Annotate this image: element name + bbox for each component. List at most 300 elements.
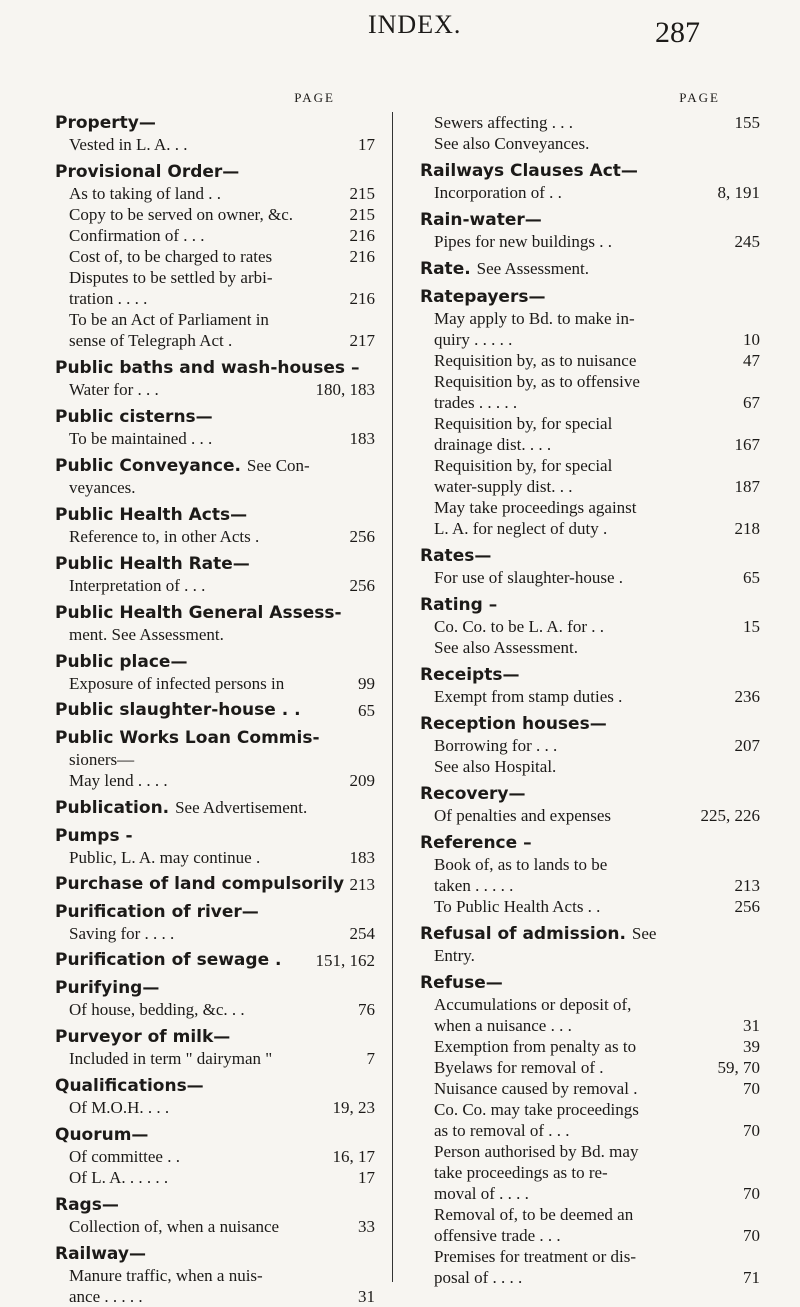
page-reference: 99	[354, 673, 375, 694]
entry-subheading	[420, 875, 760, 896]
entry-heading	[55, 901, 375, 923]
page-reference: 17	[354, 1167, 375, 1188]
subheading-text: To Public Health Acts . .	[434, 897, 601, 916]
page-reference: 213	[346, 874, 376, 895]
subheading-text: Byelaws for removal of .	[434, 1058, 604, 1077]
entry-subheading	[420, 1078, 760, 1099]
entry-subheading	[55, 575, 375, 596]
subheading-text: tration . . . .	[69, 289, 148, 308]
subheading-text: To be maintained . . .	[69, 429, 213, 448]
entry-subheading	[420, 805, 760, 826]
index-entry	[55, 950, 375, 971]
index-entry	[420, 209, 760, 252]
entry-heading-text: Public Conveyance.	[55, 456, 241, 476]
entry-subheading	[420, 945, 760, 966]
index-entry	[55, 553, 375, 596]
entry-heading-text: Receipts—	[420, 665, 520, 685]
entry-subheading	[55, 246, 375, 267]
entry-subheading	[55, 428, 375, 449]
index-entry	[420, 258, 760, 280]
index-entry	[55, 874, 375, 895]
index-entry	[55, 602, 375, 645]
entry-heading-text: Refuse—	[420, 973, 503, 993]
page-reference: 167	[731, 434, 761, 455]
page-reference: 67	[739, 392, 760, 413]
page-reference: 215	[346, 183, 376, 204]
subheading-text: ance . . . . .	[69, 1287, 143, 1306]
entry-heading-text: Purifying—	[55, 978, 160, 998]
subheading-text: when a nuisance . . .	[434, 1016, 572, 1035]
entry-subheading	[420, 1246, 760, 1267]
subheading-text: take proceedings as to re-	[434, 1163, 608, 1182]
index-entry	[420, 832, 760, 917]
entry-subheading	[420, 637, 760, 658]
entry-subheading	[55, 1167, 375, 1188]
entry-heading-text: Reception houses—	[420, 714, 607, 734]
entry-subheading	[55, 183, 375, 204]
subheading-text: sense of Telegraph Act .	[69, 331, 233, 350]
entry-subheading	[420, 854, 760, 875]
entry-heading	[55, 797, 375, 819]
entry-subheading	[55, 267, 375, 288]
entry-heading	[55, 602, 375, 624]
entry-subheading	[420, 112, 760, 133]
page-reference: 215	[346, 204, 376, 225]
entry-heading	[55, 161, 375, 183]
subheading-text: posal of . . . .	[434, 1268, 523, 1287]
page-reference: 213	[731, 875, 761, 896]
entry-subheading	[55, 134, 375, 155]
entry-subheading	[420, 231, 760, 252]
entry-subheading	[420, 350, 760, 371]
entry-heading-text: Purification of river—	[55, 902, 259, 922]
subheading-text: Of penalties and expenses	[434, 806, 612, 825]
entry-heading-text: Rain-water—	[420, 210, 542, 230]
entry-heading-text: Public Works Loan Commis-	[55, 728, 320, 748]
entry-subheading	[420, 735, 760, 756]
page-reference: 19, 23	[329, 1097, 376, 1118]
subheading-text: Borrowing for . . .	[434, 736, 558, 755]
entry-heading-text: Rates—	[420, 546, 492, 566]
entry-heading-text: Provisional Order—	[55, 162, 240, 182]
page-reference: 256	[346, 575, 376, 596]
page-reference: 33	[354, 1216, 375, 1237]
index-entry	[55, 161, 375, 351]
index-entry	[55, 977, 375, 1020]
entry-subheading	[55, 1265, 375, 1286]
entry-subheading	[55, 770, 375, 791]
index-entry	[420, 972, 760, 1288]
entry-heading	[55, 406, 375, 428]
page-reference: 256	[346, 526, 376, 547]
entry-subheading	[55, 288, 375, 309]
entry-heading-text: Rate.	[420, 259, 471, 279]
entry-subheading	[420, 413, 760, 434]
entry-heading-text: Public Health General Assess-	[55, 603, 342, 623]
page-reference: 151, 162	[312, 950, 376, 971]
entry-subheading	[420, 1015, 760, 1036]
page-reference: 225, 226	[697, 805, 761, 826]
entry-heading	[420, 783, 760, 805]
entry-heading-text: Ratepayers—	[420, 287, 546, 307]
page-reference: 217	[346, 330, 376, 351]
page-reference: 10	[739, 329, 760, 350]
entry-subheading	[420, 371, 760, 392]
page-reference: 70	[739, 1225, 760, 1246]
index-entry	[420, 545, 760, 588]
entry-heading	[420, 286, 760, 308]
entry-subheading	[420, 1183, 760, 1204]
page-reference: 15	[739, 616, 760, 637]
index-entry	[55, 797, 375, 819]
subheading-text: Saving for . . . .	[69, 924, 175, 943]
index-entry	[55, 1026, 375, 1069]
subheading-text: Of committee . .	[69, 1147, 180, 1166]
page-reference: 70	[739, 1183, 760, 1204]
page-reference: 65	[739, 567, 760, 588]
subheading-text: See also Conveyances.	[434, 134, 590, 153]
entry-heading-text: Railways Clauses Act—	[420, 161, 638, 181]
entry-heading	[55, 700, 375, 721]
subheading-text: Book of, as to lands to be	[434, 855, 608, 874]
index-entry	[420, 783, 760, 826]
subheading-text: veyances.	[69, 478, 136, 497]
entry-subheading	[420, 756, 760, 777]
entry-heading-text: Refusal of admission.	[420, 924, 626, 944]
index-column-right	[420, 90, 760, 1288]
subheading-text: Entry.	[434, 946, 475, 965]
entry-heading	[55, 357, 375, 379]
entry-heading	[55, 553, 375, 575]
page-reference: 183	[346, 428, 376, 449]
entry-subheading	[420, 497, 760, 518]
page-reference: 245	[731, 231, 761, 252]
entry-subheading	[420, 133, 760, 154]
page-reference: 216	[346, 288, 376, 309]
subheading-text: Disputes to be settled by arbi-	[69, 268, 273, 287]
entry-subheading	[55, 309, 375, 330]
index-entry	[420, 160, 760, 203]
entry-heading-text: Reference –	[420, 833, 532, 853]
subheading-text: water-supply dist. . .	[434, 477, 573, 496]
page-reference: 236	[731, 686, 761, 707]
subheading-text: taken . . . . .	[434, 876, 514, 895]
subheading-text: drainage dist. . . .	[434, 435, 552, 454]
page-reference: 70	[739, 1120, 760, 1141]
subheading-text: May lend . . . .	[69, 771, 168, 790]
subheading-text: Manure traffic, when a nuis-	[69, 1266, 263, 1285]
entry-heading-text: Public place—	[55, 652, 188, 672]
subheading-text: Exemption from penalty as to	[434, 1037, 637, 1056]
entry-heading	[55, 651, 375, 673]
entry-heading	[55, 874, 375, 895]
subheading-text: Person authorised by Bd. may	[434, 1142, 639, 1161]
entry-heading	[420, 594, 760, 616]
page-reference: 39	[739, 1036, 760, 1057]
index-entry	[55, 1194, 375, 1237]
subheading-text: Collection of, when a nuisance	[69, 1217, 280, 1236]
entry-subheading	[420, 1267, 760, 1288]
index-entry	[55, 700, 375, 721]
entry-heading-text: Purification of sewage .	[55, 950, 282, 970]
entry-subheading	[420, 329, 760, 350]
entry-heading-text: Publication.	[55, 798, 170, 818]
subheading-text: ment. See Assessment.	[69, 625, 224, 644]
page-reference: 216	[346, 225, 376, 246]
entry-subheading	[55, 673, 375, 694]
subheading-text: Requisition by, as to offensive	[434, 372, 640, 391]
index-entry	[55, 901, 375, 944]
entry-heading	[420, 258, 760, 280]
index-entry	[55, 1243, 375, 1307]
subheading-text: sioners—	[69, 750, 135, 769]
index-entry	[55, 651, 375, 694]
entry-subheading	[420, 476, 760, 497]
index-column-left	[55, 90, 375, 1307]
entry-heading-text: Purchase of land compulsorily	[55, 874, 345, 894]
entry-subheading	[55, 1216, 375, 1237]
entry-heading-text: Quorum—	[55, 1125, 149, 1145]
index-entry	[55, 825, 375, 868]
subheading-text: L. A. for neglect of duty .	[434, 519, 608, 538]
subheading-text: Requisition by, as to nuisance	[434, 351, 637, 370]
entry-subheading	[420, 434, 760, 455]
entry-heading	[55, 1124, 375, 1146]
subheading-text: See also Hospital.	[434, 757, 557, 776]
subheading-text: Of house, bedding, &c. . .	[69, 1000, 245, 1019]
entry-subheading	[420, 896, 760, 917]
index-entry	[55, 727, 375, 791]
entry-heading	[420, 160, 760, 182]
subheading-text: Exempt from stamp duties .	[434, 687, 623, 706]
page-reference: 71	[739, 1267, 760, 1288]
page-header	[0, 10, 800, 70]
cross-reference: See Advertisement.	[175, 798, 308, 817]
index-entry	[55, 357, 375, 400]
subheading-text: Included in term " dairyman "	[69, 1049, 273, 1068]
entry-heading	[55, 727, 375, 749]
entry-subheading	[420, 182, 760, 203]
entry-subheading	[55, 1146, 375, 1167]
entry-subheading	[55, 624, 375, 645]
subheading-text: moval of . . . .	[434, 1184, 529, 1203]
page-reference: 155	[731, 112, 761, 133]
subheading-text: Requisition by, for special	[434, 456, 613, 475]
entry-subheading	[55, 999, 375, 1020]
cross-reference: See	[631, 924, 657, 943]
entry-heading-text: Property—	[55, 113, 156, 133]
entry-subheading	[55, 526, 375, 547]
page-number: 287	[655, 16, 700, 49]
entry-subheading	[55, 1048, 375, 1069]
entry-subheading	[420, 518, 760, 539]
subheading-text: Reference to, in other Acts .	[69, 527, 260, 546]
index-entry	[420, 664, 760, 707]
page-reference: 47	[739, 350, 760, 371]
subheading-text: Of M.O.H. . . .	[69, 1098, 170, 1117]
entry-subheading	[55, 749, 375, 770]
subheading-text: May take proceedings against	[434, 498, 637, 517]
page-column-label: PAGE	[679, 90, 720, 105]
entry-heading-text: Pumps -	[55, 826, 133, 846]
subheading-text: Vested in L. A. . .	[69, 135, 188, 154]
entry-heading-text: Public baths and wash-houses –	[55, 358, 360, 378]
page-reference: 187	[731, 476, 761, 497]
subheading-text: See also Assessment.	[434, 638, 579, 657]
entry-subheading	[420, 392, 760, 413]
page-column-label: PAGE	[294, 90, 335, 105]
subheading-text: Co. Co. to be L. A. for . .	[434, 617, 604, 636]
subheading-text: Exposure of infected persons in	[69, 674, 285, 693]
index-entry	[420, 286, 760, 539]
page-reference: 70	[739, 1078, 760, 1099]
page-reference: 209	[346, 770, 376, 791]
subheading-text: Incorporation of . .	[434, 183, 562, 202]
entry-heading-text: Rags—	[55, 1195, 119, 1215]
entry-heading	[55, 1194, 375, 1216]
subheading-text: May apply to Bd. to make in-	[434, 309, 635, 328]
entry-subheading	[420, 1225, 760, 1246]
page-reference: 17	[354, 134, 375, 155]
entry-subheading	[420, 567, 760, 588]
subheading-text: As to taking of land . .	[69, 184, 222, 203]
index-entry	[55, 504, 375, 547]
subheading-text: Copy to be served on owner, &c.	[69, 205, 294, 224]
subheading-text: For use of slaughter-house .	[434, 568, 623, 587]
subheading-text: Public, L. A. may continue .	[69, 848, 261, 867]
subheading-text: as to removal of . . .	[434, 1121, 570, 1140]
index-entry	[55, 1124, 375, 1188]
entry-heading	[55, 112, 375, 134]
entry-heading-text: Railway—	[55, 1244, 146, 1264]
page-reference: 216	[346, 246, 376, 267]
entry-heading	[55, 825, 375, 847]
page-reference: 31	[354, 1286, 375, 1307]
entry-heading	[55, 1075, 375, 1097]
entry-subheading	[420, 1099, 760, 1120]
entry-subheading	[55, 1097, 375, 1118]
entry-heading-text: Public cisterns—	[55, 407, 213, 427]
entry-subheading	[420, 455, 760, 476]
page-reference: 65	[354, 700, 375, 721]
page-reference: 254	[346, 923, 376, 944]
entry-subheading	[55, 330, 375, 351]
subheading-text: Water for . . .	[69, 380, 159, 399]
subheading-text: Interpretation of . . .	[69, 576, 206, 595]
page-reference: 218	[731, 518, 761, 539]
subheading-text: offensive trade . . .	[434, 1226, 561, 1245]
entry-subheading	[420, 686, 760, 707]
entry-subheading	[420, 1162, 760, 1183]
entry-subheading	[420, 616, 760, 637]
entry-subheading	[55, 923, 375, 944]
entry-heading-text: Recovery—	[420, 784, 526, 804]
entry-heading-text: Public Health Rate—	[55, 554, 250, 574]
entry-heading-text: Public Health Acts—	[55, 505, 248, 525]
entry-subheading	[55, 477, 375, 498]
subheading-text: Removal of, to be deemed an	[434, 1205, 634, 1224]
subheading-text: quiry . . . . .	[434, 330, 513, 349]
entry-heading	[55, 1026, 375, 1048]
page-reference: 31	[739, 1015, 760, 1036]
running-title: INDEX.	[368, 10, 462, 39]
entry-subheading	[420, 308, 760, 329]
subheading-text: Confirmation of . . .	[69, 226, 205, 245]
subheading-text: Accumulations or deposit of,	[434, 995, 632, 1014]
index-entry	[420, 713, 760, 777]
subheading-text: Nuisance caused by removal .	[434, 1079, 638, 1098]
entry-heading-text: Rating –	[420, 595, 498, 615]
page-reference: 183	[346, 847, 376, 868]
entry-heading-text: Purveyor of milk—	[55, 1027, 231, 1047]
entry-subheading	[55, 225, 375, 246]
entry-heading	[55, 455, 375, 477]
entry-heading	[55, 1243, 375, 1265]
cross-reference: See Con-	[246, 456, 310, 475]
subheading-text: Of L. A. . . . . .	[69, 1168, 169, 1187]
entry-subheading	[420, 1057, 760, 1078]
subheading-text: Cost of, to be charged to rates	[69, 247, 273, 266]
subheading-text: Sewers affecting . . .	[434, 113, 573, 132]
entry-heading	[420, 972, 760, 994]
entry-heading	[420, 545, 760, 567]
entry-subheading	[55, 1286, 375, 1307]
page-reference: 256	[731, 896, 761, 917]
entry-subheading	[420, 1036, 760, 1057]
subheading-text: trades . . . . .	[434, 393, 518, 412]
page-reference: 207	[731, 735, 761, 756]
entry-subheading	[55, 379, 375, 400]
subheading-text: To be an Act of Parliament in	[69, 310, 269, 329]
entry-heading-text: Qualifications—	[55, 1076, 204, 1096]
entry-heading	[420, 664, 760, 686]
index-entry	[55, 455, 375, 498]
page-reference: 59, 70	[714, 1057, 761, 1078]
entry-subheading	[55, 204, 375, 225]
page-reference: 180, 183	[312, 379, 376, 400]
subheading-text: Pipes for new buildings . .	[434, 232, 613, 251]
entry-heading	[55, 950, 375, 971]
page-reference: 8, 191	[714, 182, 761, 203]
index-entry	[55, 1075, 375, 1118]
subheading-text: Requisition by, for special	[434, 414, 613, 433]
page-reference: 76	[354, 999, 375, 1020]
entry-subheading	[420, 1141, 760, 1162]
entry-heading	[420, 832, 760, 854]
index-entry	[420, 594, 760, 658]
entry-heading	[420, 713, 760, 735]
entry-heading	[55, 504, 375, 526]
entry-subheading	[55, 847, 375, 868]
subheading-text: Premises for treatment or dis-	[434, 1247, 637, 1266]
index-entry	[55, 112, 375, 155]
entry-heading	[55, 977, 375, 999]
subheading-text: Co. Co. may take proceedings	[434, 1100, 639, 1119]
index-entry	[420, 112, 760, 154]
cross-reference: See Assessment.	[476, 259, 589, 278]
entry-heading	[420, 923, 760, 945]
entry-heading-text: Public slaughter-house . .	[55, 700, 301, 720]
index-entry	[420, 923, 760, 966]
entry-heading	[420, 209, 760, 231]
entry-subheading	[420, 1120, 760, 1141]
index-entry	[55, 406, 375, 449]
entry-subheading	[420, 1204, 760, 1225]
page-reference: 16, 17	[329, 1146, 376, 1167]
column-divider	[392, 112, 393, 1282]
entry-subheading	[420, 994, 760, 1015]
page-reference: 7	[363, 1048, 376, 1069]
